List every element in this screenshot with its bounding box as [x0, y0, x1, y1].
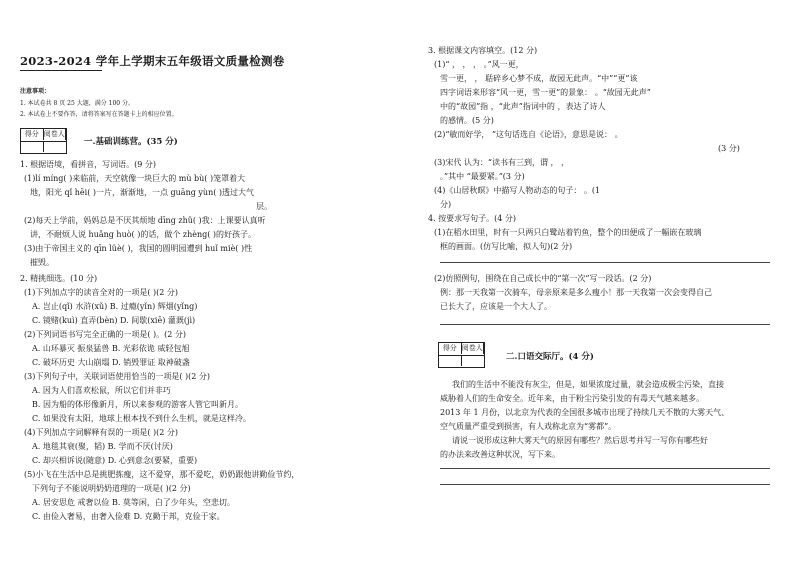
- q1-line3: 层。: [256, 202, 272, 211]
- q4-line2: 框的画面。(仿写比喻，拟人句)(2 分): [440, 242, 573, 251]
- notes-title: 注意事项：: [20, 88, 51, 95]
- q3-stem: 3. 根据课文内容填空。(12 分): [428, 46, 538, 55]
- answer-line: [440, 468, 770, 469]
- q2-s4a: A. 地毯其衰(聚，韬) B. 学而不厌(讨厌): [32, 442, 173, 451]
- q4-line1: (1)在稻水田里，时有一只两只白鹭站着钓鱼，整个的田便成了一幅嵌在玻璃: [434, 228, 702, 237]
- score-box: [20, 128, 67, 154]
- q3-line8: (3)宋代 认为：“读书有三到，谓 ， ，: [434, 158, 570, 167]
- q3-line7: (3 分): [718, 144, 740, 153]
- note-2: 2. 本试卷上不要作答，请将答案写在答题卡上的相应位置。: [20, 111, 178, 118]
- q4-line3: (2)仿照例句，围绕在自己成长中的“第一次”写一段话。(2 分): [434, 274, 652, 283]
- section2-title: 二.口语交际厅。(4 分): [506, 352, 594, 362]
- q3-line9: 。”其中 “最要紧。”(3 分): [440, 172, 525, 181]
- q3-line2: 雪一更， ， 聒碎乡心梦不成，故园无此声。“中”“更”该: [440, 74, 638, 83]
- q2-s4c: C. 却兴相诉说(随意) D. 心到意念(要紧，重要): [32, 456, 198, 465]
- q3-line6: (2)“敏而好学， ”这句话选自《论语》，意思是说： 。: [434, 130, 623, 139]
- q2-s5e: C. 由俭入奢易，由奢入俭难 D. 克勤于邦，克俭于家。: [32, 512, 225, 521]
- q3-line5: 的感情。(5 分): [440, 116, 494, 125]
- q1-line7: 摧毁。: [30, 258, 54, 267]
- q3-line1: (1)“ ， ， ， 。”风一更，: [434, 60, 524, 69]
- score-box-2: [438, 342, 485, 368]
- q2-s5b: 下列句子不能说明奶奶道理的一项是( )(2 分): [32, 484, 191, 493]
- q3-line4: 中的“故园”指 ，“此声”指词中的 ，表达了诗人: [440, 102, 606, 111]
- grader-label: 阅卷人: [461, 344, 483, 352]
- section1-title: 一.基础训练营。(35 分): [84, 137, 178, 147]
- title-underline: [20, 70, 102, 71]
- s2-para1: 我们的生活中不能没有灰尘，但是，如果浓度过量，就会造成极尘污染，直接: [452, 380, 724, 389]
- s2-para5: 请说一说形成这种大雾天气的原因有哪些？然后思考并写一写你有哪些好: [452, 436, 708, 445]
- q2-stem: 2. 精挑细选。(10 分): [20, 274, 98, 283]
- score-label: 得分: [439, 343, 462, 354]
- q2-s1c: C. 镜赌(kuì) 直弄(bèn) D. 间歇(xiē) 灌溉(jì): [32, 316, 196, 325]
- score-label: 得分: [21, 129, 44, 140]
- answer-line: [440, 324, 770, 325]
- q2-s3a: A. 因为人们喜欢松鼠，所以它们并非巧: [32, 386, 171, 395]
- q2-s1a: A. 岂止(qǐ) 水浒(xǔ) B. 过瘾(yǐn) 辉烟(yǐng): [32, 302, 198, 311]
- q2-s2a: A. 山环暴灭 振泉猛兽 B. 光彩依诡 威轻包旭: [32, 344, 190, 353]
- q2-s4: (4)下列加点字词解释有误的一项是( )(2 分): [24, 428, 178, 437]
- q1-line4: (2)每天上学前，妈妈总是不厌其烦地 dīng zhǔ( )我：上课要认真听: [24, 216, 266, 225]
- q2-s2c: C. 破坏历史 大山崩塌 D. 销毁罪证 取神破盏: [32, 358, 190, 367]
- exam-title: 2023-2024 学年上学期末五年级语文质量检测卷: [20, 54, 285, 68]
- q4-line5: 已长大了，应该是一个大人了。: [440, 302, 552, 311]
- note-1: 1. 本试卷共 8 页 25 大题，满分 100 分。: [20, 100, 134, 107]
- q1-stem: 1. 根据语境，看拼音，写词语。(9 分): [20, 160, 157, 169]
- q2-s1: (1)下列加点字的读音全对的一项是( )(2 分): [24, 288, 178, 297]
- q2-s3c: C. 如果没有太阳，地球上根本找不到什么生机，就是这样冷。: [32, 414, 251, 423]
- q2-s2: (2)下列词语书写完全正确的一项是( )。(2 分): [24, 330, 186, 339]
- q2-s5: (5)小飞在生活中总是挑肥拣瘦，这不爱穿，那不爱吃，奶奶跟他讲勤俭节约，: [24, 470, 300, 479]
- q1-line6: (3)由于帝国主义的 qīn lüè( )，我国的圆明园遭到 huǐ miè( )性: [24, 244, 253, 253]
- q2-s3: (3)下列句子中，关联词语使用恰当的一项是( )(2 分): [24, 372, 210, 381]
- q2-s3b: B. 因为船的体形像新月，所以来参观的游客人管它叫新月。: [32, 400, 243, 409]
- q3-line3: 四字词语来形容“风一更，雪一更”的景象： 。“故园无此声”: [440, 88, 651, 97]
- q1-line2: 地，阳光 qǐ hēi( )一片，渐渐地，一点 guāng yùn( )透过大气: [30, 188, 255, 197]
- s2-para3: 2013 年 1 月份，以北京为代表的全国很多城市出现了持续几天不散的大雾天气、: [440, 408, 730, 417]
- answer-line: [440, 484, 770, 485]
- q3-line11: 分): [440, 200, 452, 209]
- q1-line1: (1)lí míng( )来临前，天空就像一块巨大的 mù bù( )笼罩着大: [24, 174, 246, 183]
- s2-para4: 空气质量严重受到损害，有人戏称北京为“雾都”。: [440, 422, 617, 431]
- q3-line10: (4)《山居秋暝》中描写人物动态的句子： 。(1: [434, 186, 601, 195]
- answer-line: [440, 262, 770, 263]
- s2-para2: 威胁着人们的生命安全。近年来，由于粉尘污染引发的有毒天气越来越多。: [440, 394, 704, 403]
- q2-s5c: A. 居安思危 戒奢以俭 B. 莫等闲，白了少年头，空悲切。: [32, 498, 235, 507]
- q4-line4: 例：那一天我第一次骑车，母亲原来是多么瘦小！那一天我第一次会变得自己: [440, 288, 712, 297]
- q4-stem: 4. 按要求写句子。(4 分): [428, 214, 517, 223]
- grader-label: 阅卷人: [43, 130, 65, 138]
- q1-line5: 讲，不耐烦人说 huǎng huò( )的话，做个 zhèng( )的好孩子。: [30, 230, 257, 239]
- s2-para6: 的办法来改善这种状况，写下来。: [440, 450, 560, 459]
